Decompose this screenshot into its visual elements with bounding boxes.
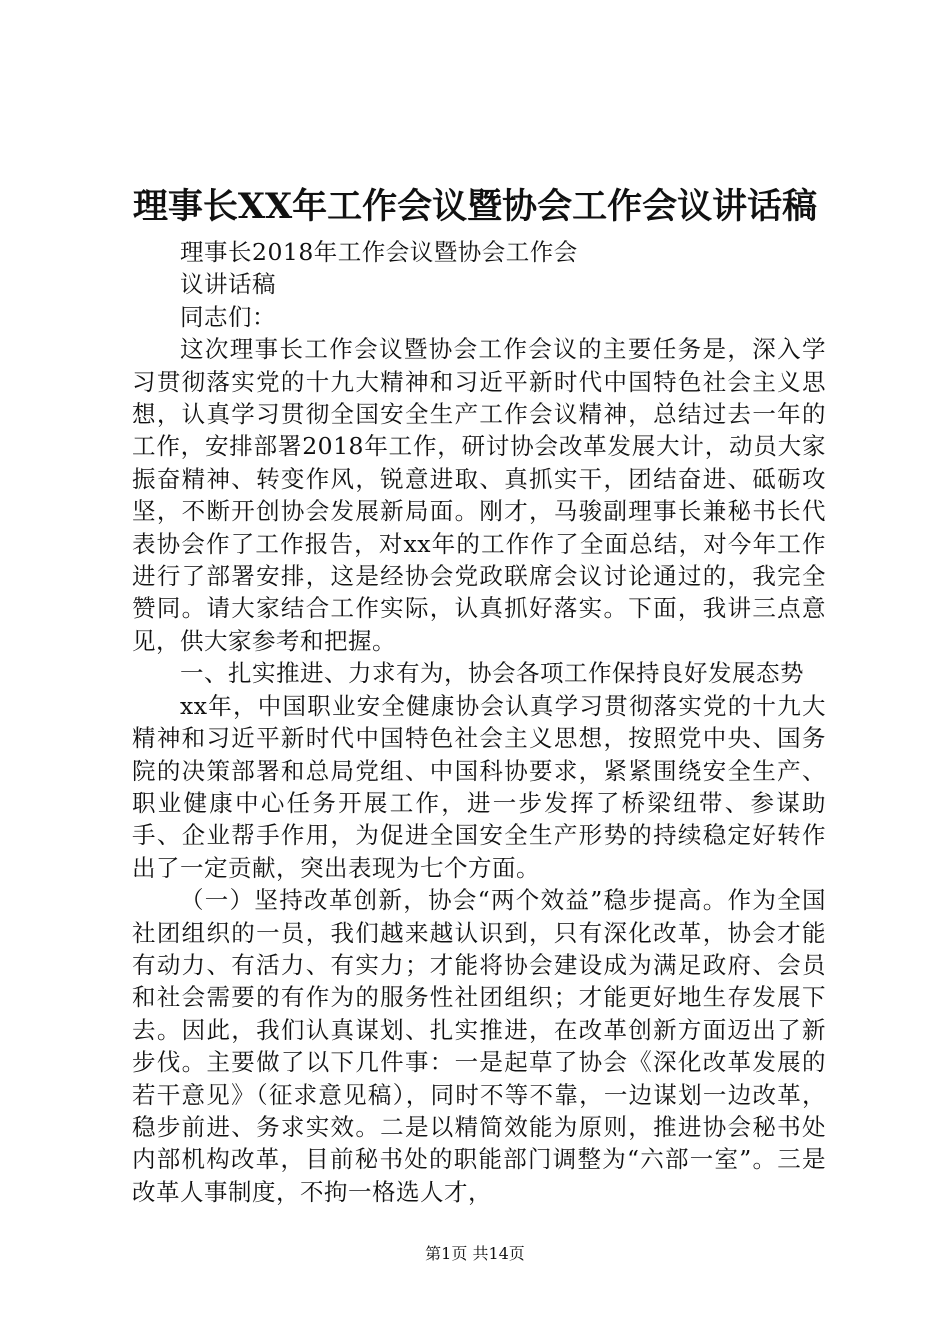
document-body: [132, 236, 826, 1208]
paragraph-intro: 这次理事长工作会议暨协会工作会议的主要任务是，深入学习贯彻落实党的十九大精神和习近平新时代中国特色社会主义思想，认真学习贯彻全国安全生产工作会议精神，总结过去一年的工作，安排部署2018年工作，研讨协会改革发展大计，动员大家振奋精神、转变作风，锐意进取、真抓实干，团结奋进、砥砺攻坚，不断开创协会发展新局面。刚才，马骏副理事长兼秘书长代表协会作了工作报告，对xx年的工作作了全面总结，对今年工作进行了部署安排，这是经协会党政联席会议讨论通过的，我完全赞同。请大家结合工作实际，认真抓好落实。下面，我讲三点意见，供大家参考和把握。: [132, 335, 826, 655]
subtitle-line-1: 理事长2018年工作会议暨协会工作会: [180, 238, 578, 266]
paragraph-summary: xx年，中国职业安全健康协会认真学习贯彻落实党的十九大精神和习近平新时代中国特色社会主义思想，按照党中央、国务院的决策部署和总局党组、中国科协要求，紧紧围绕安全生产、职业健康中心任务开展工作，进一步发挥了桥梁纽带、参谋助手、企业帮手作用，为促进全国安全生产形势的持续稳定好转作出了一定贡献，突出表现为七个方面。: [132, 691, 826, 882]
subtitle-line-2: 议讲话稿: [180, 270, 276, 299]
paragraph-reform: （一）坚持改革创新，协会“两个效益”稳步提高。作为全国社团组织的一员，我们越来越认识到，只有深化改革，协会才能有动力、有活力、有实力；才能将协会建设成为满足政府、会员和社会需要的有作为的服务性社团组织；才能更好地生存发展下去。因此，我们认真谋划、扎实推进，在改革创新方面迈出了新步伐。主要做了以下几件事：一是起草了协会《深化改革发展的若干意见》（征求意见稿），同时不等不靠，一边谋划一边改革，稳步前进、务求实效。二是以精简效能为原则，推进协会秘书处内部机构改革，目前秘书处的职能部门调整为“六部一室”。三是改革人事制度，不拘一格选人才，: [132, 886, 826, 1206]
section-heading-1: 一、扎实推进、力求有为，协会各项工作保持良好发展态势: [180, 659, 804, 688]
document-title: 理事长XX年工作会议暨协会工作会议讲话稿: [132, 186, 818, 227]
page-footer: 第1页 共14页: [425, 1244, 525, 1263]
salutation: 同志们：: [180, 302, 276, 331]
